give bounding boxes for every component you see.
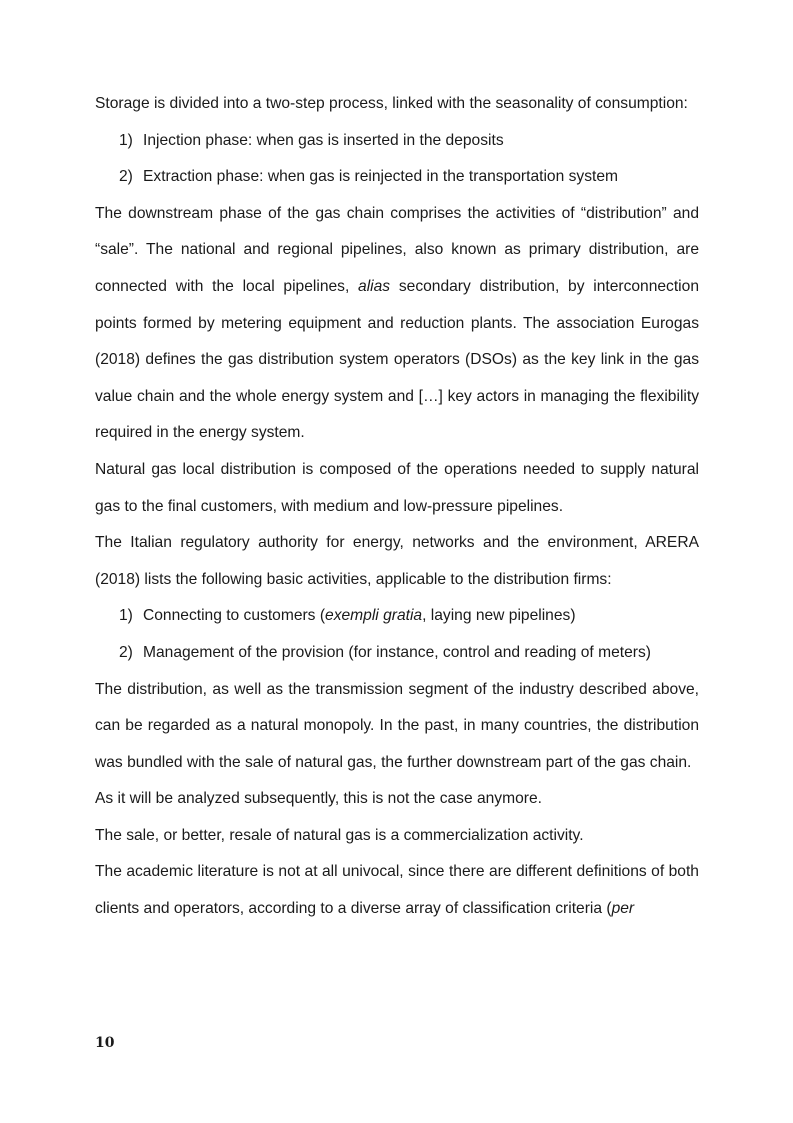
- list-item-text: , laying new pipelines): [422, 607, 576, 625]
- paragraph-natural-monopoly: The distribution, as well as the transmission segment of the industry described above, can be regarded as a natural monopoly. In the past, in many countries, the distribution was bundled with the sale of natural gas, the further downstream part of the gas chain.: [95, 680, 699, 771]
- paragraph-text: secondary distribution, by interconnection points formed by metering equipment and reduction plants. The association Eurogas (2018) defines the gas distribution system operators (DSOs) as the key link in the gas value chain and the whole energy system and […] key actors in managing the flexibility required in the energy system.: [95, 277, 699, 442]
- italic-term: alias: [358, 277, 391, 295]
- paragraph-arera: The Italian regulatory authority for energy, networks and the environment, ARERA (2018) lists the following basic activities, applicable to the distribution firms:: [95, 534, 699, 588]
- list-number: 2): [119, 168, 133, 186]
- italic-term: per: [611, 900, 635, 918]
- paragraph-not-the-case: As it will be analyzed subsequently, this is not the case anymore.: [95, 790, 542, 808]
- paragraph-storage: Storage is divided into a two-step process, linked with the seasonality of consumption:: [95, 95, 688, 112]
- storage-phases-list: [95, 123, 699, 196]
- list-number: 1): [119, 607, 133, 625]
- list-item-text: Injection phase: when gas is inserted in the deposits: [143, 131, 504, 149]
- distribution-activities-list: [95, 598, 699, 671]
- list-number: 2): [119, 643, 133, 661]
- list-item-text: Extraction phase: when gas is reinjected in the transportation system: [143, 168, 618, 186]
- list-item: [95, 159, 699, 196]
- paragraph-text: The downstream phase of the gas chain comprises the activities of “distribution” and “sale”. The national and regional pipelines, also known as primary distribution, are connected with the local pipelines,: [95, 204, 699, 295]
- paragraph-downstream: [95, 196, 699, 452]
- paragraph-text: The academic literature is not at all univocal, since there are different definitions of both clients and operators, according to a diverse array of classification criteria (: [95, 863, 699, 918]
- paragraph-resale: The sale, or better, resale of natural gas is a commercialization activity.: [95, 826, 584, 844]
- page-number: 10: [95, 1035, 115, 1051]
- list-item-text: Management of the provision (for instance, control and reading of meters): [143, 643, 651, 661]
- paragraph-academic-literature: [95, 854, 699, 927]
- list-item: [95, 598, 699, 635]
- list-item: [95, 635, 699, 672]
- list-item-text: Connecting to customers (: [143, 607, 326, 625]
- italic-term: exempli gratia: [325, 607, 423, 625]
- list-number: 1): [119, 131, 133, 149]
- paragraph-local-distribution: Natural gas local distribution is composed of the operations needed to supply natural gas to the final customers, with medium and low-pressure pipelines.: [95, 460, 699, 515]
- page-body: [95, 86, 699, 928]
- list-item: [95, 123, 699, 160]
